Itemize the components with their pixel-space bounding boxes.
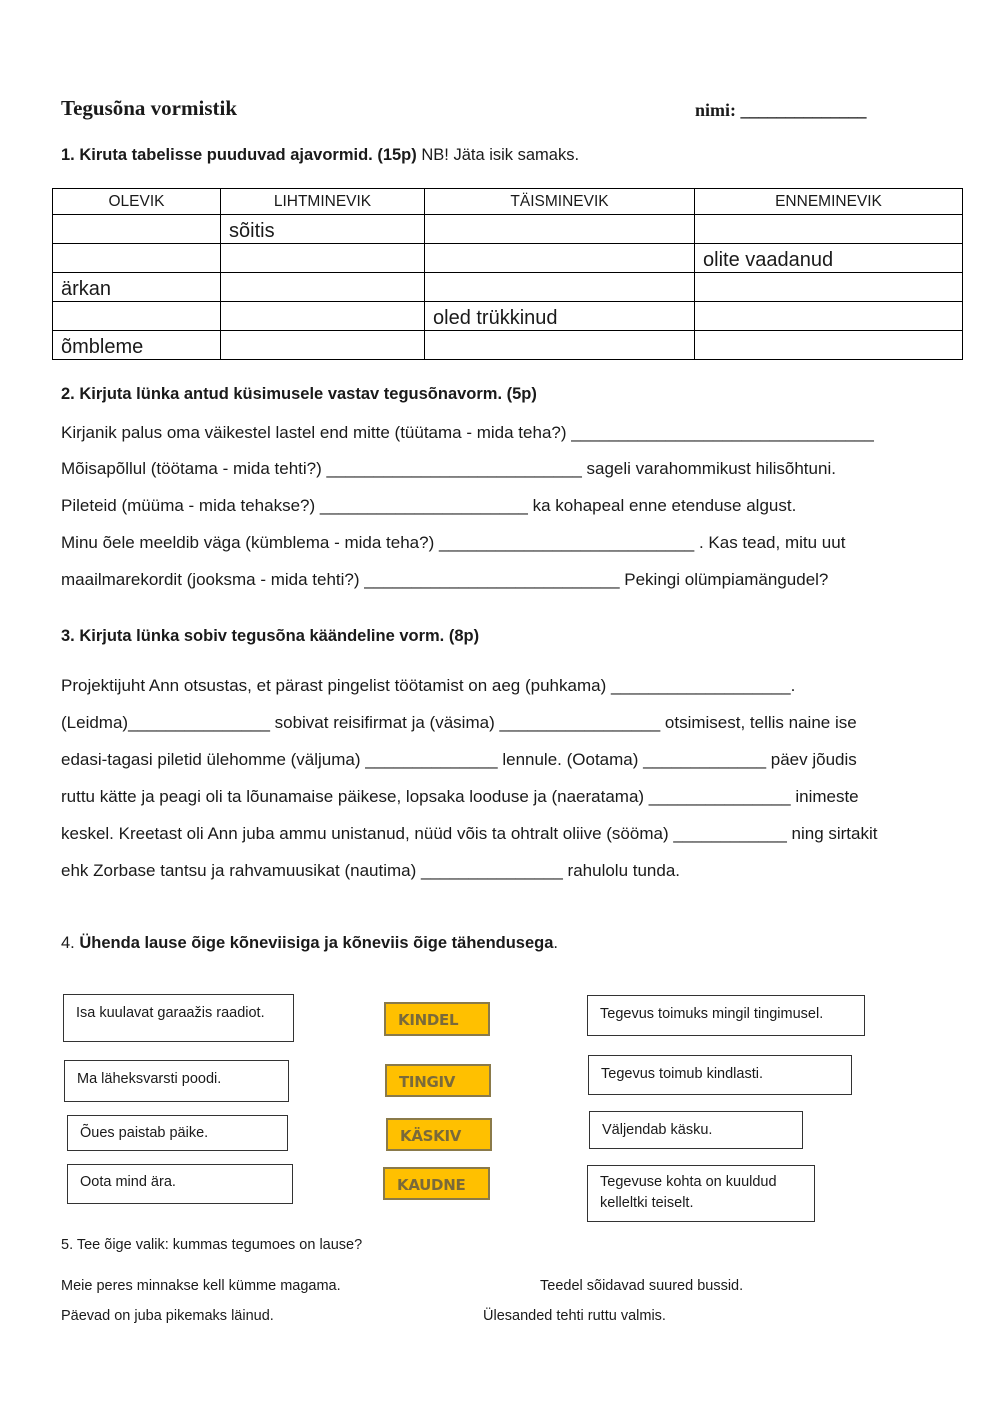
- task1-note: NB! Jäta isik samaks.: [416, 146, 580, 164]
- table-cell[interactable]: ärkan: [53, 273, 221, 302]
- task2-line[interactable]: Pileteid (müüma - mida tehakse?) ______________________ ka kohapeal enne etenduse algust.: [61, 496, 797, 515]
- task4-number: 4.: [61, 934, 80, 952]
- task5-sentence[interactable]: Meie peres minnakse kell kümme magama.: [61, 1278, 341, 1294]
- table-cell[interactable]: [695, 215, 963, 244]
- task2-heading: [61, 385, 537, 404]
- table-row: [53, 215, 963, 244]
- table-cell[interactable]: [695, 331, 963, 360]
- column-header: LIHTMINEVIK: [221, 189, 425, 215]
- mood-tag-kaudne[interactable]: KAUDNE: [383, 1167, 490, 1200]
- sentence-box[interactable]: Oota mind ära.: [67, 1164, 293, 1204]
- task2-line[interactable]: maailmarekordit (jooksma - mida tehti?) ___________________________ Pekingi olümpiamängudel?: [61, 570, 829, 589]
- task3-line[interactable]: ruttu kätte ja peagi oli ta lõunamaise päikese, lopsaka looduse ja (naeratama) _______________ inimeste: [61, 787, 859, 806]
- task4-heading-bold: Ühenda lause õige kõneviisiga ja kõneviis õige tähendusega: [79, 934, 554, 952]
- column-header: TÄISMINEVIK: [425, 189, 695, 215]
- task5-sentence[interactable]: Päevad on juba pikemaks läinud.: [61, 1308, 274, 1324]
- meaning-box[interactable]: Väljendab käsku.: [589, 1111, 803, 1149]
- sentence-box[interactable]: Õues paistab päike.: [67, 1115, 288, 1151]
- mood-tag-tingiv[interactable]: TINGIV: [385, 1064, 491, 1097]
- worksheet-title: Tegusõna vormistik: [61, 96, 238, 120]
- task5-sentence[interactable]: Teedel sõidavad suured bussid.: [540, 1278, 744, 1294]
- task4-period: .: [553, 934, 559, 952]
- meaning-box[interactable]: Tegevus toimuks mingil tingimusel.: [587, 995, 865, 1036]
- table-cell[interactable]: [425, 244, 695, 273]
- name-field[interactable]: nimi: ______________: [695, 100, 867, 120]
- column-header: ENNEMINEVIK: [695, 189, 963, 215]
- table-cell[interactable]: [425, 215, 695, 244]
- sentence-box[interactable]: Ma läheksvarsti poodi.: [64, 1060, 289, 1102]
- table-row: [53, 273, 963, 302]
- task2-line[interactable]: Kirjanik palus oma väikestel lastel end mitte (tüütama - mida teha?) ________________________________: [61, 423, 874, 442]
- table-row: [53, 302, 963, 331]
- task3-line[interactable]: edasi-tagasi piletid ülehomme (väljuma) ______________ lennule. (Ootama) _____________ päev jõudis: [61, 750, 857, 769]
- table-cell[interactable]: sõitis: [221, 215, 425, 244]
- table-row: [53, 244, 963, 273]
- task3-heading: [61, 627, 479, 646]
- mood-tag-kaskiv[interactable]: KÄSKIV: [386, 1118, 492, 1151]
- table-cell[interactable]: [425, 273, 695, 302]
- task1-heading-bold: 1. Kiruta tabelisse puuduvad ajavormid. (15p): [61, 146, 417, 164]
- meaning-box[interactable]: Tegevuse kohta on kuuldud kelleltki teiselt.: [587, 1165, 815, 1222]
- table-cell[interactable]: [53, 302, 221, 331]
- verb-forms-table: [52, 188, 963, 360]
- table-cell[interactable]: [221, 244, 425, 273]
- table-cell[interactable]: [695, 302, 963, 331]
- table-cell[interactable]: [425, 331, 695, 360]
- task2-line[interactable]: Minu õele meeldib väga (kümblema - mida teha?) ___________________________ . Kas tead, mitu uut: [61, 533, 846, 552]
- task3-line[interactable]: ehk Zorbase tantsu ja rahvamuusikat (nautima) _______________ rahulolu tunda.: [61, 861, 681, 880]
- table-row: [53, 331, 963, 360]
- task3-line[interactable]: keskel. Kreetast oli Ann juba ammu unistanud, nüüd võis ta ohtralt oliive (sööma) ____________ ning sirtakit: [61, 824, 878, 843]
- table-cell[interactable]: [221, 302, 425, 331]
- table-cell[interactable]: oled trükkinud: [425, 302, 695, 331]
- task4-heading: [61, 934, 558, 953]
- table-cell[interactable]: olite vaadanud: [695, 244, 963, 273]
- mood-tag-kindel[interactable]: KINDEL: [384, 1002, 490, 1036]
- task3-line[interactable]: Projektijuht Ann otsustas, et pärast pingelist töötamist on aeg (puhkama) ___________________.: [61, 676, 796, 695]
- task2-heading-bold: 2. Kirjuta lünka antud küsimusele vastav tegusõnavorm. (5p): [61, 385, 537, 403]
- task3-line[interactable]: (Leidma)_______________ sobivat reisifirmat ja (väsima) _________________ otsimisest, tellis naine ise: [61, 713, 857, 732]
- task5-sentence[interactable]: Ülesanded tehti ruttu valmis.: [483, 1308, 666, 1324]
- table-cell[interactable]: [53, 215, 221, 244]
- table-cell[interactable]: õmbleme: [53, 331, 221, 360]
- sentence-box[interactable]: Isa kuulavat garaažis raadiot.: [63, 994, 294, 1042]
- meaning-box[interactable]: Tegevus toimub kindlasti.: [588, 1055, 852, 1095]
- column-header: OLEVIK: [53, 189, 221, 215]
- table-cell[interactable]: [221, 331, 425, 360]
- table-header-row: [53, 189, 963, 215]
- task3-heading-bold: 3. Kirjuta lünka sobiv tegusõna käändeline vorm. (8p): [61, 627, 480, 645]
- task1-heading: [61, 146, 579, 165]
- task5-heading: 5. Tee õige valik: kummas tegumoes on lause?: [61, 1237, 363, 1253]
- task2-line[interactable]: Mõisapõllul (töötama - mida tehti?) ___________________________ sageli varahommikust hilisõhtuni.: [61, 459, 836, 478]
- table-cell[interactable]: [221, 273, 425, 302]
- table-cell[interactable]: [695, 273, 963, 302]
- table-cell[interactable]: [53, 244, 221, 273]
